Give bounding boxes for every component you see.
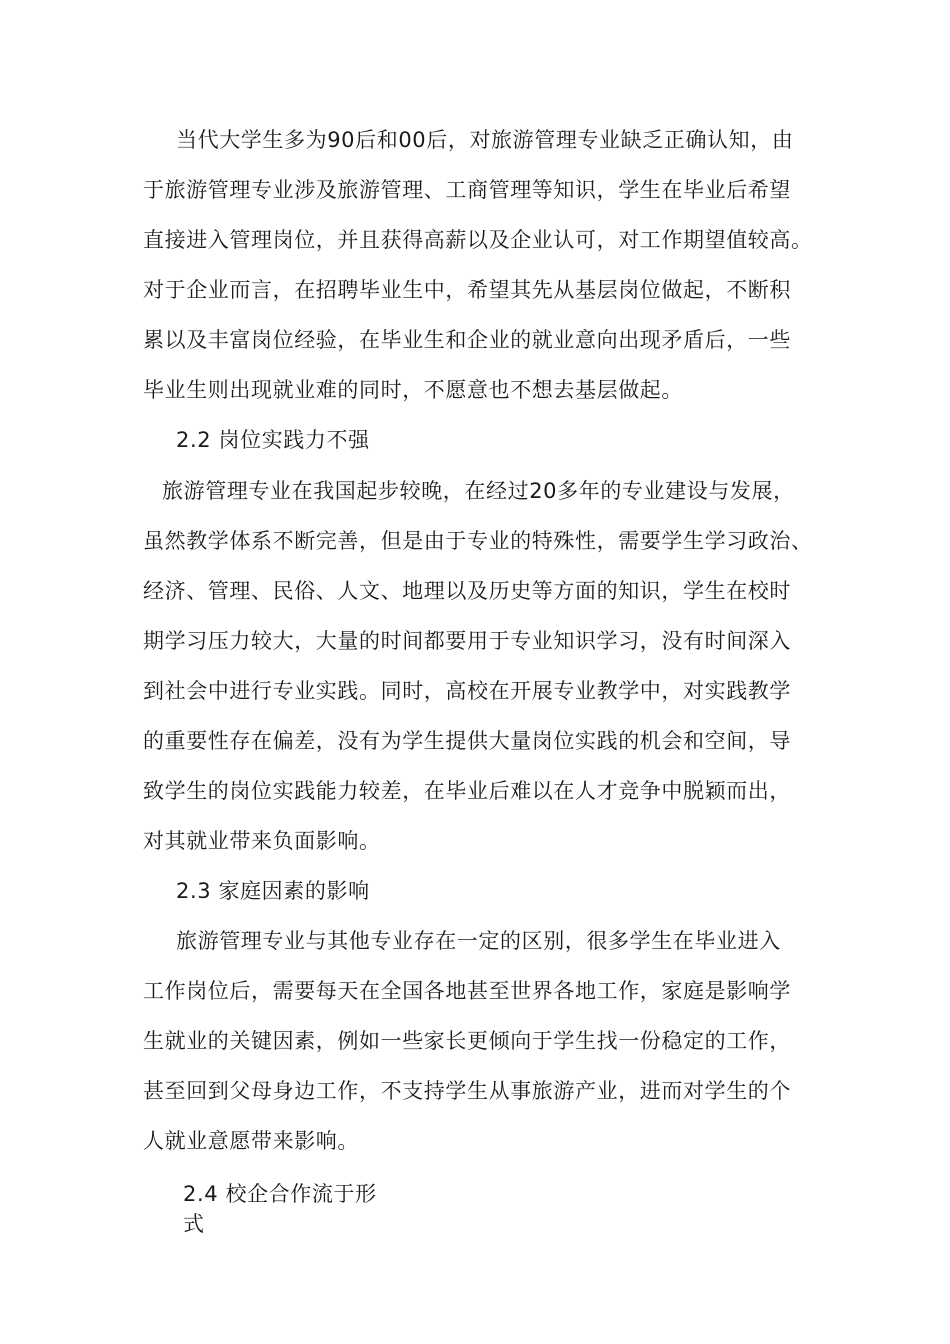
paragraph-1-line-3: 直接进入管理岗位，并且获得高薪以及企业认可，对工作期望值较高。: [143, 228, 813, 252]
paragraph-2-line-3: 经济、管理、民俗、人文、地理以及历史等方面的知识，学生在校时: [143, 579, 791, 603]
paragraph-1-line-2: 于旅游管理专业涉及旅游管理、工商管理等知识，学生在毕业后希望: [143, 178, 791, 202]
paragraph-2-line-5: 到社会中进行专业实践。同时，高校在开展专业教学中，对实践教学: [143, 679, 791, 703]
paragraph-1-line-6: 毕业生则出现就业难的同时，不愿意也不想去基层做起。: [143, 378, 683, 402]
paragraph-2-line-7: 致学生的岗位实践能力较差，在毕业后难以在人才竞争中脱颖而出，: [143, 779, 791, 803]
section-heading-2-4: 2.4 校企合作流于形式: [183, 1182, 377, 1236]
section-heading-2-2: 2.2 岗位实践力不强: [176, 428, 370, 452]
paragraph-1-line-5: 累以及丰富岗位经验，在毕业生和企业的就业意向出现矛盾后，一些: [143, 328, 791, 352]
paragraph-3-line-5: 人就业意愿带来影响。: [143, 1129, 359, 1153]
paragraph-2-line-2: 虽然教学体系不断完善，但是由于专业的特殊性，需要学生学习政治、: [143, 529, 813, 553]
paragraph-2-line-8: 对其就业带来负面影响。: [143, 829, 381, 853]
paragraph-2-line-4: 期学习压力较大，大量的时间都要用于专业知识学习，没有时间深入: [143, 629, 791, 653]
paragraph-3-line-1: 旅游管理专业与其他专业存在一定的区别，很多学生在毕业进入: [176, 929, 781, 953]
paragraph-1-line-4: 对于企业而言，在招聘毕业生中，希望其先从基层岗位做起，不断积: [143, 278, 791, 302]
section-heading-2-3: 2.3 家庭因素的影响: [176, 879, 370, 903]
paragraph-3-line-3: 生就业的关键因素，例如一些家长更倾向于学生找一份稳定的工作，: [143, 1029, 791, 1053]
paragraph-2-line-6: 的重要性存在偏差，没有为学生提供大量岗位实践的机会和空间，导: [143, 729, 791, 753]
paragraph-3-line-2: 工作岗位后，需要每天在全国各地甚至世界各地工作，家庭是影响学: [143, 979, 791, 1003]
paragraph-1-line-1: 当代大学生多为90后和00后，对旅游管理专业缺乏正确认知，由: [176, 128, 794, 152]
paragraph-3-line-4: 甚至回到父母身边工作，不支持学生从事旅游产业，进而对学生的个: [143, 1079, 791, 1103]
paragraph-2-line-1: 旅游管理专业在我国起步较晚，在经过20多年的专业建设与发展，: [162, 479, 795, 503]
